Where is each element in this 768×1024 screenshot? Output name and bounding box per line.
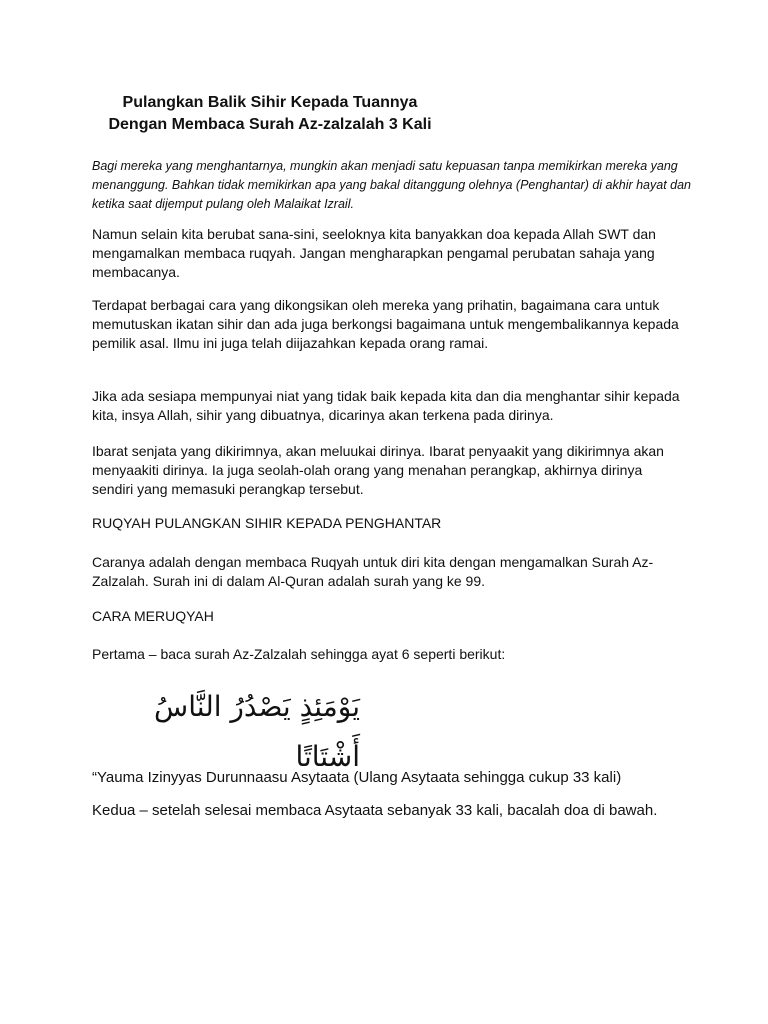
section-heading-cara-meruqyah: CARA MERUQYAH — [92, 608, 214, 624]
paragraph-6: Pertama – baca surah Az-Zalzalah sehingga ayat 6 seperti berikut: — [92, 646, 506, 662]
paragraph-5: Caranya adalah dengan membaca Ruqyah untuk diri kita dengan mengamalkan Surah Az-Zalzalah. Surah ini di dalam Al-Quran adalah surah yang ke 99. — [92, 554, 654, 589]
paragraph-2: Terdapat berbagai cara yang dikongsikan oleh mereka yang prihatin, bagaimana cara untuk memutuskan ikatan sihir dan ada juga berkongsi bagaimana untuk mengembalikannya kepada pemilik asal. Ilmu ini juga telah diijazahkan kepada orang ramai. — [92, 297, 679, 351]
paragraph-3: Jika ada sesiapa mempunyai niat yang tidak baik kepada kita dan dia menghantar sihir kepada kita, insya Allah, sihir yang dibuatnya, dicarinya akan terkena pada dirinya. — [92, 388, 680, 423]
document-title-line1: Pulangkan Balik Sihir Kepada Tuannya — [122, 94, 418, 111]
transliteration-line: “Yauma Izinyyas Durunnaasu Asytaata (Ulang Asytaata sehingga cukup 33 kali) — [92, 769, 622, 786]
paragraph-4: Ibarat senjata yang dikirimnya, akan meluukai dirinya. Ibarat penyaakit yang dikirimnya akan menyaakiti dirinya. Ia juga seolah-olah orang yang menahan perangkap, akhirnya dirinya sendiri yang memasuki perangkap tersebut. — [92, 443, 664, 497]
document-title-line2: Dengan Membaca Surah Az-zalzalah 3 Kali — [108, 116, 432, 133]
arabic-verse: يَوْمَئِذٍ يَصْدُرُ النَّاسُ أَشْتَاتًا — [154, 690, 360, 773]
paragraph-1: Namun selain kita berubat sana-sini, seeloknya kita banyakkan doa kepada Allah SWT dan mengamalkan membaca ruqyah. Jangan mengharapkan pengamal perubatan sahaja yang membacanya. — [92, 226, 656, 280]
final-paragraph: Kedua – setelah selesai membaca Asytaata sebanyak 33 kali, bacalah doa di bawah. — [92, 802, 658, 819]
intro-paragraph: Bagi mereka yang menghantarnya, mungkin akan menjadi satu kepuasan tanpa memikirkan mereka yang menanggung. Bahkan tidak memikirkan apa yang bakal ditanggung olehnya (Penghantar) di akhir hayat dan ketika saat dijemput pulang oleh Malaikat Izrail. — [92, 159, 692, 211]
section-heading-ruqyah: RUQYAH PULANGKAN SIHIR KEPADA PENGHANTAR — [92, 515, 442, 531]
